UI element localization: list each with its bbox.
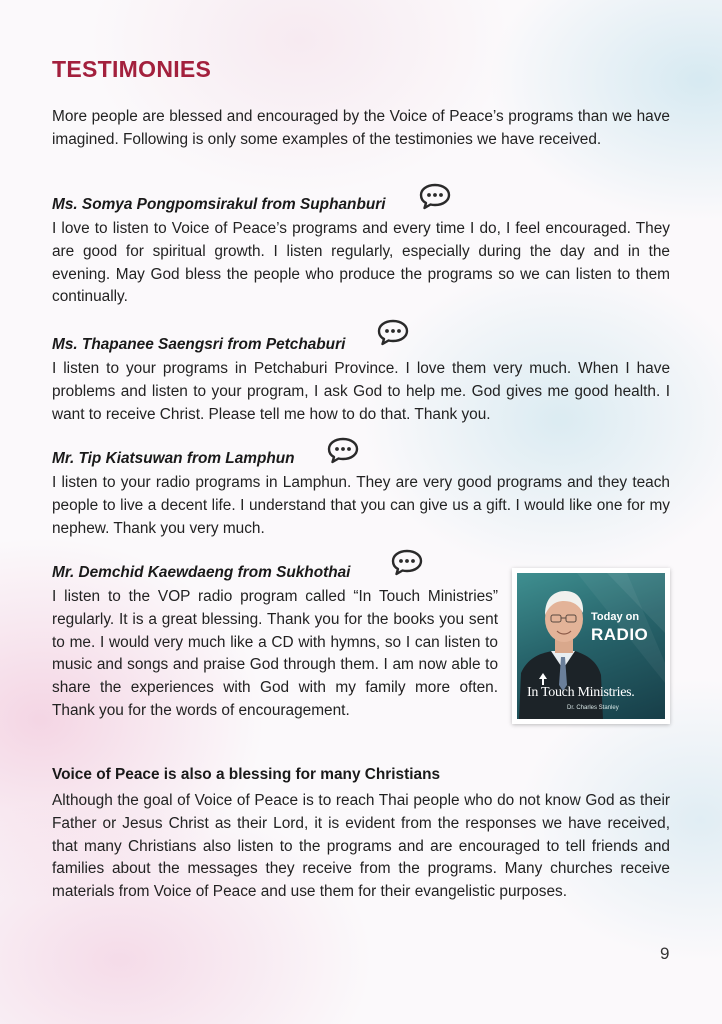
radio-title-line1: Today on <box>591 611 640 623</box>
testimony-1-name: Ms. Somya Pongpomsirakul from Suphanburi <box>52 196 386 213</box>
intro-paragraph: More people are blessed and encouraged by the Voice of Peace’s programs than we have imagined. Following is only some examples of the testimonies we have received. <box>52 108 670 148</box>
testimony-2-name: Ms. Thapanee Saengsri from Petchaburi <box>52 336 346 353</box>
speech-bubble-icon <box>326 436 360 464</box>
testimony-4-name: Mr. Demchid Kaewdaeng from Sukhothai <box>52 564 351 581</box>
radio-program-artwork <box>517 573 665 719</box>
speech-bubble-icon <box>390 548 424 576</box>
in-touch-logo: In Touch Ministries. <box>527 685 635 700</box>
speech-bubble-icon <box>376 318 410 346</box>
radio-program-image <box>512 568 670 724</box>
testimony-3-text: I listen to your radio programs in Lamphun. They are very good programs and they teach people to live a decent life. I understand that you can give us a gift. I would like one for my nephew. Thank you very much. <box>52 474 670 537</box>
christians-paragraph: Although the goal of Voice of Peace is to reach Thai people who do not know God as their Father or Jesus Christ as their Lord, it is evident from the responses we have received, that many Christians also listen to the programs and are encouraged to tell friends and families about the messages they receive from the programs. Many churches receive materials from Voice of Peace and use them for their evangelistic purposes. <box>52 792 670 901</box>
page-title: TESTIMONIES <box>52 56 212 82</box>
radio-title-line2: RADIO <box>591 625 649 644</box>
christians-heading: Voice of Peace is also a blessing for many Christians <box>52 766 441 783</box>
testimony-2-text: I listen to your programs in Petchaburi Province. I love them very much. When I have problems and listen to your program, I ask God to help me. God gives me good health. I want to receive Christ. Please tell me how to do that. Thank you. <box>52 360 670 423</box>
testimony-1-text: I love to listen to Voice of Peace’s programs and every time I do, I feel encouraged. They are good for spiritual growth. I listen regularly, especially during the day and in the evening. May God bless the people who produce the programs so we can listen to them continually. <box>52 220 670 306</box>
testimony-3-name: Mr. Tip Kiatsuwan from Lamphun <box>52 450 295 467</box>
page-number: 9 <box>660 944 670 963</box>
radio-author: Dr. Charles Stanley <box>567 705 619 711</box>
testimony-4-text: I listen to the VOP radio program called “In Touch Ministries” regularly. It is a great blessing. Thank you for the books you sent to me. I would very much like a CD with hymns, so I can listen to music and songs and praise God through them. I am now able to share the experiences with God with my family more often. Thank you for the words of encouragement. <box>52 588 498 719</box>
speech-bubble-icon <box>418 182 452 210</box>
